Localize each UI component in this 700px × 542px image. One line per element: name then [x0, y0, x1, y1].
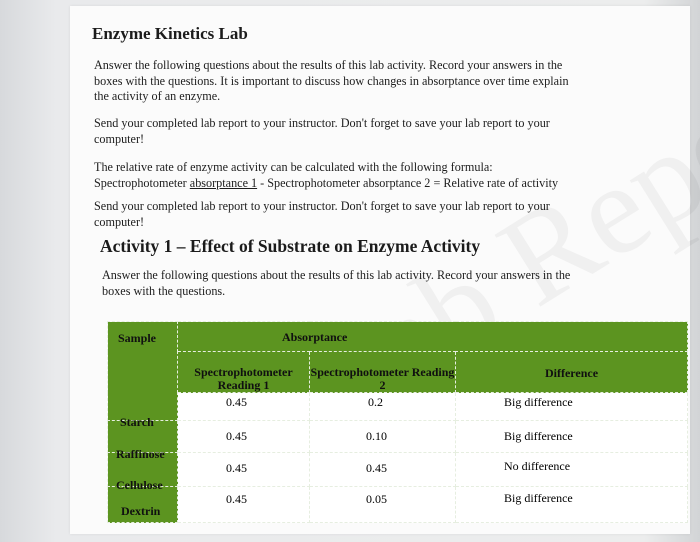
send-report-note: Send your completed lab report to your instructor. Don't forget to save your lab report to your computer!: [94, 116, 550, 146]
activity-heading: Activity 1 – Effect of Substrate on Enzyme Activity: [100, 236, 481, 256]
table-cell-diff[interactable]: Big difference: [456, 487, 688, 523]
send-report-note-2: Send your completed lab report to your instructor. Don't forget to save your lab report to your computer!: [94, 199, 550, 229]
table-cell-r1[interactable]: 0.45: [178, 393, 310, 421]
table-row-sample: Starch: [108, 421, 178, 453]
table-cell-r2[interactable]: 0.10: [310, 421, 456, 453]
formula-paragraph: [94, 160, 584, 191]
intro-paragraph: Answer the following questions about the results of this lab activity. Record your answers in the boxes with the questions. It is important to discuss how changes in absorptance over time explain the activity of an enzyme.: [94, 58, 569, 103]
table-cell-r2[interactable]: 0.05: [310, 487, 456, 523]
table-cell-r1[interactable]: 0.45: [178, 421, 310, 453]
header-reading-2: Spectrophotometer Reading 2: [310, 352, 456, 393]
header-reading-1: Spectrophotometer Reading 1: [178, 352, 310, 393]
table-cell-diff[interactable]: No difference: [456, 453, 688, 487]
table-cell-r1[interactable]: 0.45: [178, 453, 310, 487]
table-cell-r2[interactable]: 0.45: [310, 453, 456, 487]
table-cell-r1[interactable]: 0.45: [178, 487, 310, 523]
formula-expression: Spectrophotometer absorptance 1 - Spectrophotometer absorptance 2 = Relative rate of activity: [94, 175, 559, 190]
table-row-sample: Cellulose Dextrin: [108, 487, 178, 523]
table-cell-diff[interactable]: Big difference: [456, 393, 688, 421]
header-sample: Sample: [108, 322, 178, 421]
activity-intro: Answer the following questions about the results of this lab activity. Record your answers in the boxes with the questions.: [102, 268, 571, 298]
header-absorptance: Absorptance: [178, 322, 688, 352]
table-row-sample: Raffinose: [108, 453, 178, 487]
table-cell-r2[interactable]: 0.2: [310, 393, 456, 421]
lab-document-page: [70, 6, 690, 534]
header-difference: Difference: [456, 352, 688, 393]
page-title: Enzyme Kinetics Lab: [92, 24, 248, 43]
table-cell-diff[interactable]: Big difference: [456, 421, 688, 453]
absorptance-table: [107, 321, 688, 523]
formula-intro: The relative rate of enzyme activity can be calculated with the following formula:: [94, 160, 493, 174]
